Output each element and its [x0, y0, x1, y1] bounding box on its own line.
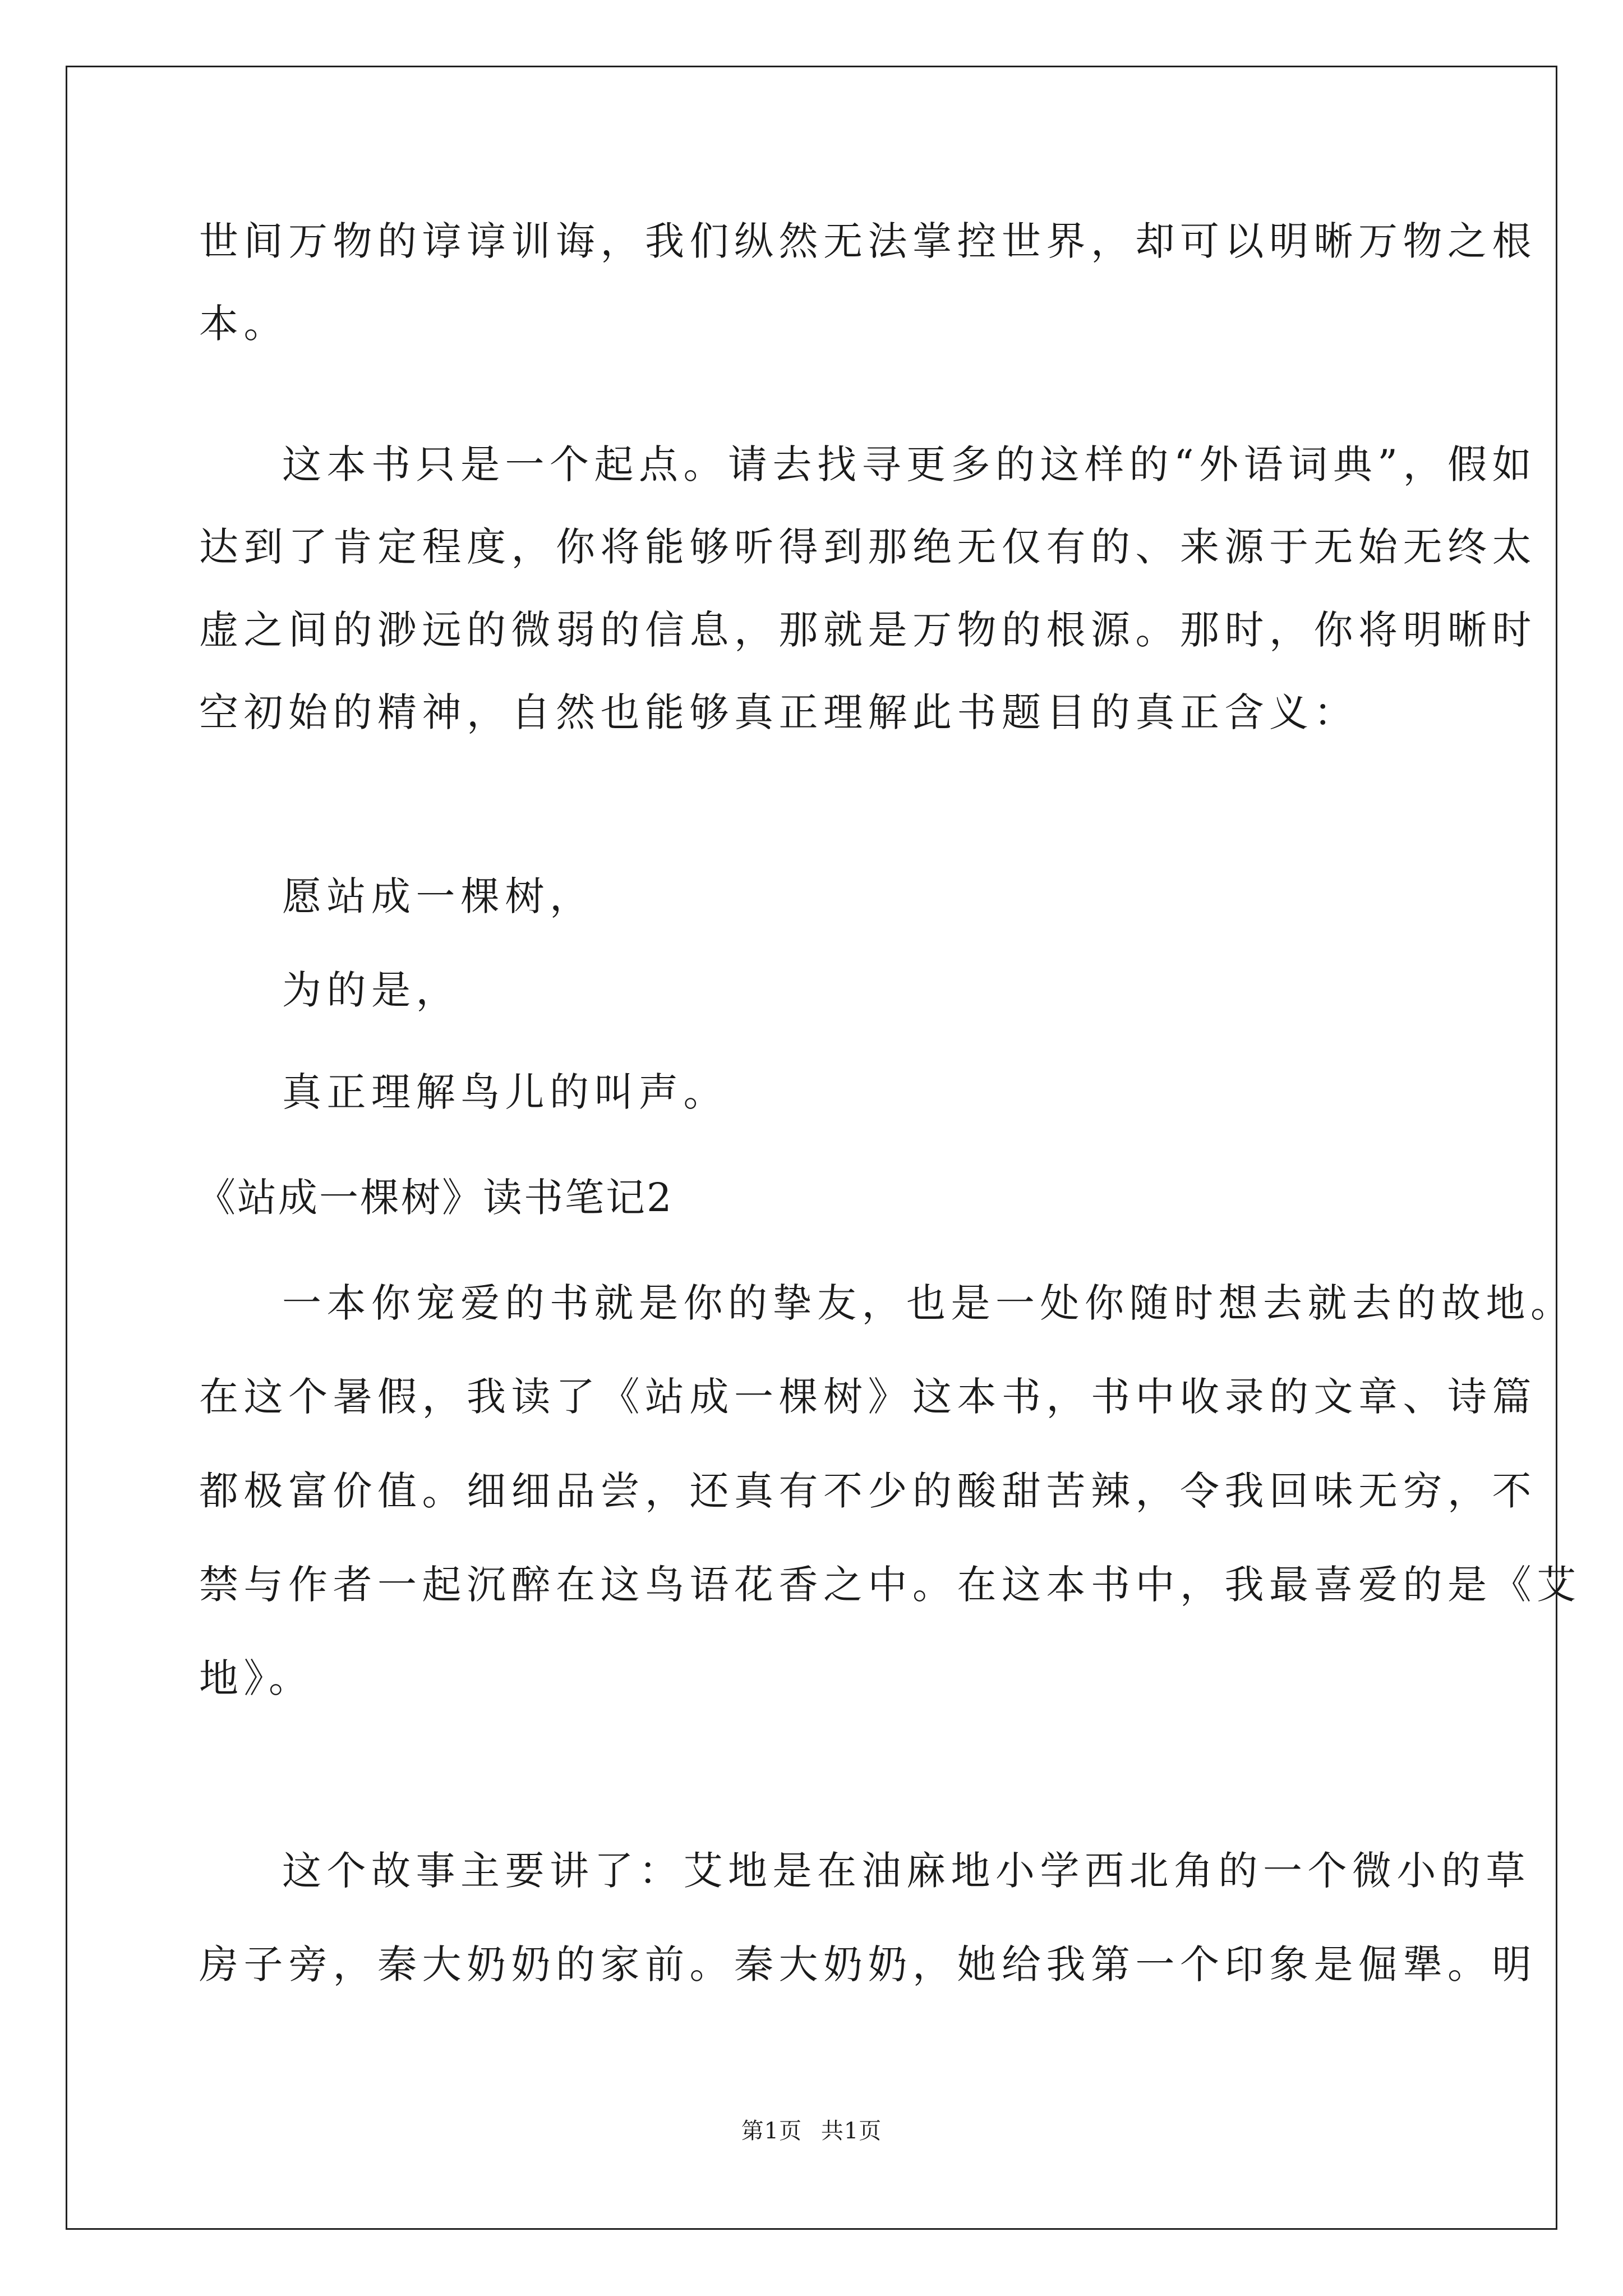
text-line: 空初始的精神，自然也能够真正理解此书题目的真正含义： [199, 689, 1358, 735]
text-line: 虚之间的渺远的微弱的信息，那就是万物的根源。那时，你将明晰时 [199, 607, 1537, 653]
text-line: 本。 [199, 301, 288, 347]
text-line: 世间万物的谆谆训诲，我们纵然无法掌控世界，却可以明晰万物之根 [199, 218, 1537, 264]
page-border [66, 66, 1557, 2230]
page-total: 共1页 [820, 2118, 882, 2144]
section-heading: 《站成一棵树》读书笔记2 [196, 1175, 674, 1221]
text-line: 在这个暑假，我读了《站成一棵树》这本书，书中收录的文章、诗篇 [199, 1374, 1537, 1420]
text-line: 这个故事主要讲了：艾地是在油麻地小学西北角的一个微小的草 [282, 1848, 1530, 1894]
page-number: 第1页 [741, 2118, 803, 2144]
text-line: 真正理解鸟儿的叫声。 [282, 1069, 728, 1115]
text-line: 这本书只是一个起点。请去找寻更多的这样的“外语词典”，假如 [282, 441, 1537, 487]
text-line: 房子旁，秦大奶奶的家前。秦大奶奶，她给我第一个印象是倔犟。明 [199, 1941, 1537, 1987]
text-line: 禁与作者一起沉醉在这鸟语花香之中。在这本书中，我最喜爱的是《艾 [199, 1562, 1581, 1608]
text-line: 地》。 [199, 1655, 313, 1701]
text-line: 一本你宠爱的书就是你的挚友，也是一处你随时想去就去的故地。 [282, 1280, 1575, 1326]
text-line: 达到了肯定程度，你将能够听得到那绝无仅有的、来源于无始无终太 [199, 524, 1537, 570]
text-line: 为的是， [282, 967, 460, 1013]
page-footer [0, 2118, 1623, 2145]
text-line: 愿站成一棵树， [282, 873, 594, 919]
text-line: 都极富价值。细细品尝，还真有不少的酸甜苦辣，令我回味无穷，不 [199, 1468, 1537, 1514]
